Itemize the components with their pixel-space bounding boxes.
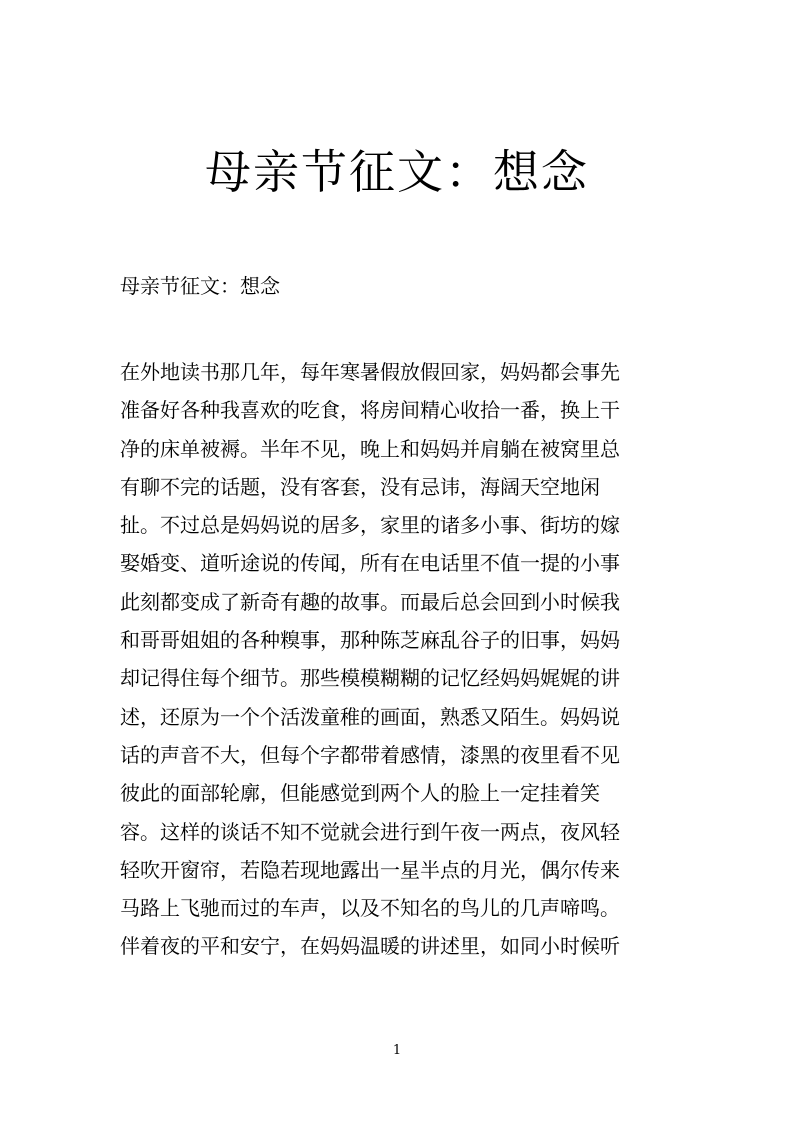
body-line: 述，还原为一个个活泼童稚的画面，熟悉又陌生。妈妈说: [120, 704, 620, 729]
body-line: 净的床单被褥。半年不见，晚上和妈妈并肩躺在被窝里总: [120, 436, 620, 461]
body-line: 和哥哥姐姐的各种糗事，那种陈芝麻乱谷子的旧事，妈妈: [120, 628, 620, 653]
body-line: 娶婚变、道听途说的传闻，所有在电话里不值一提的小事: [120, 551, 620, 576]
body-line: 伴着夜的平和安宁，在妈妈温暖的讲述里，如同小时候听: [120, 934, 620, 959]
section-heading: 母亲节征文：想念: [120, 274, 280, 298]
body-line: 却记得住每个细节。那些模模糊糊的记忆经妈妈娓娓的讲: [120, 666, 620, 691]
page-title: 母亲节征文：想念: [205, 145, 589, 199]
body-line: 彼此的面部轮廓，但能感觉到两个人的脸上一定挂着笑: [120, 781, 600, 806]
body-line: 马路上飞驰而过的车声，以及不知名的鸟儿的几声啼鸣。: [120, 896, 620, 921]
body-line: 扯。不过总是妈妈说的居多，家里的诸多小事、街坊的嫁: [120, 513, 620, 538]
body-line: 轻吹开窗帘，若隐若现地露出一星半点的月光，偶尔传来: [120, 857, 620, 882]
page-number: 1: [392, 1043, 402, 1058]
body-line: 此刻都变成了新奇有趣的故事。而最后总会回到小时候我: [120, 589, 620, 614]
body-paragraph: [120, 353, 680, 966]
body-line: 话的声音不大，但每个字都带着感情，漆黑的夜里看不见: [120, 742, 620, 767]
body-line: 准备好各种我喜欢的吃食，将房间精心收拾一番，换上干: [120, 398, 620, 423]
body-line: 有聊不完的话题，没有客套，没有忌讳，海阔天空地闲: [120, 474, 600, 499]
body-line: 容。这样的谈话不知不觉就会进行到午夜一两点，夜风轻: [120, 819, 620, 844]
body-line: 在外地读书那几年，每年寒暑假放假回家，妈妈都会事先: [120, 360, 620, 384]
